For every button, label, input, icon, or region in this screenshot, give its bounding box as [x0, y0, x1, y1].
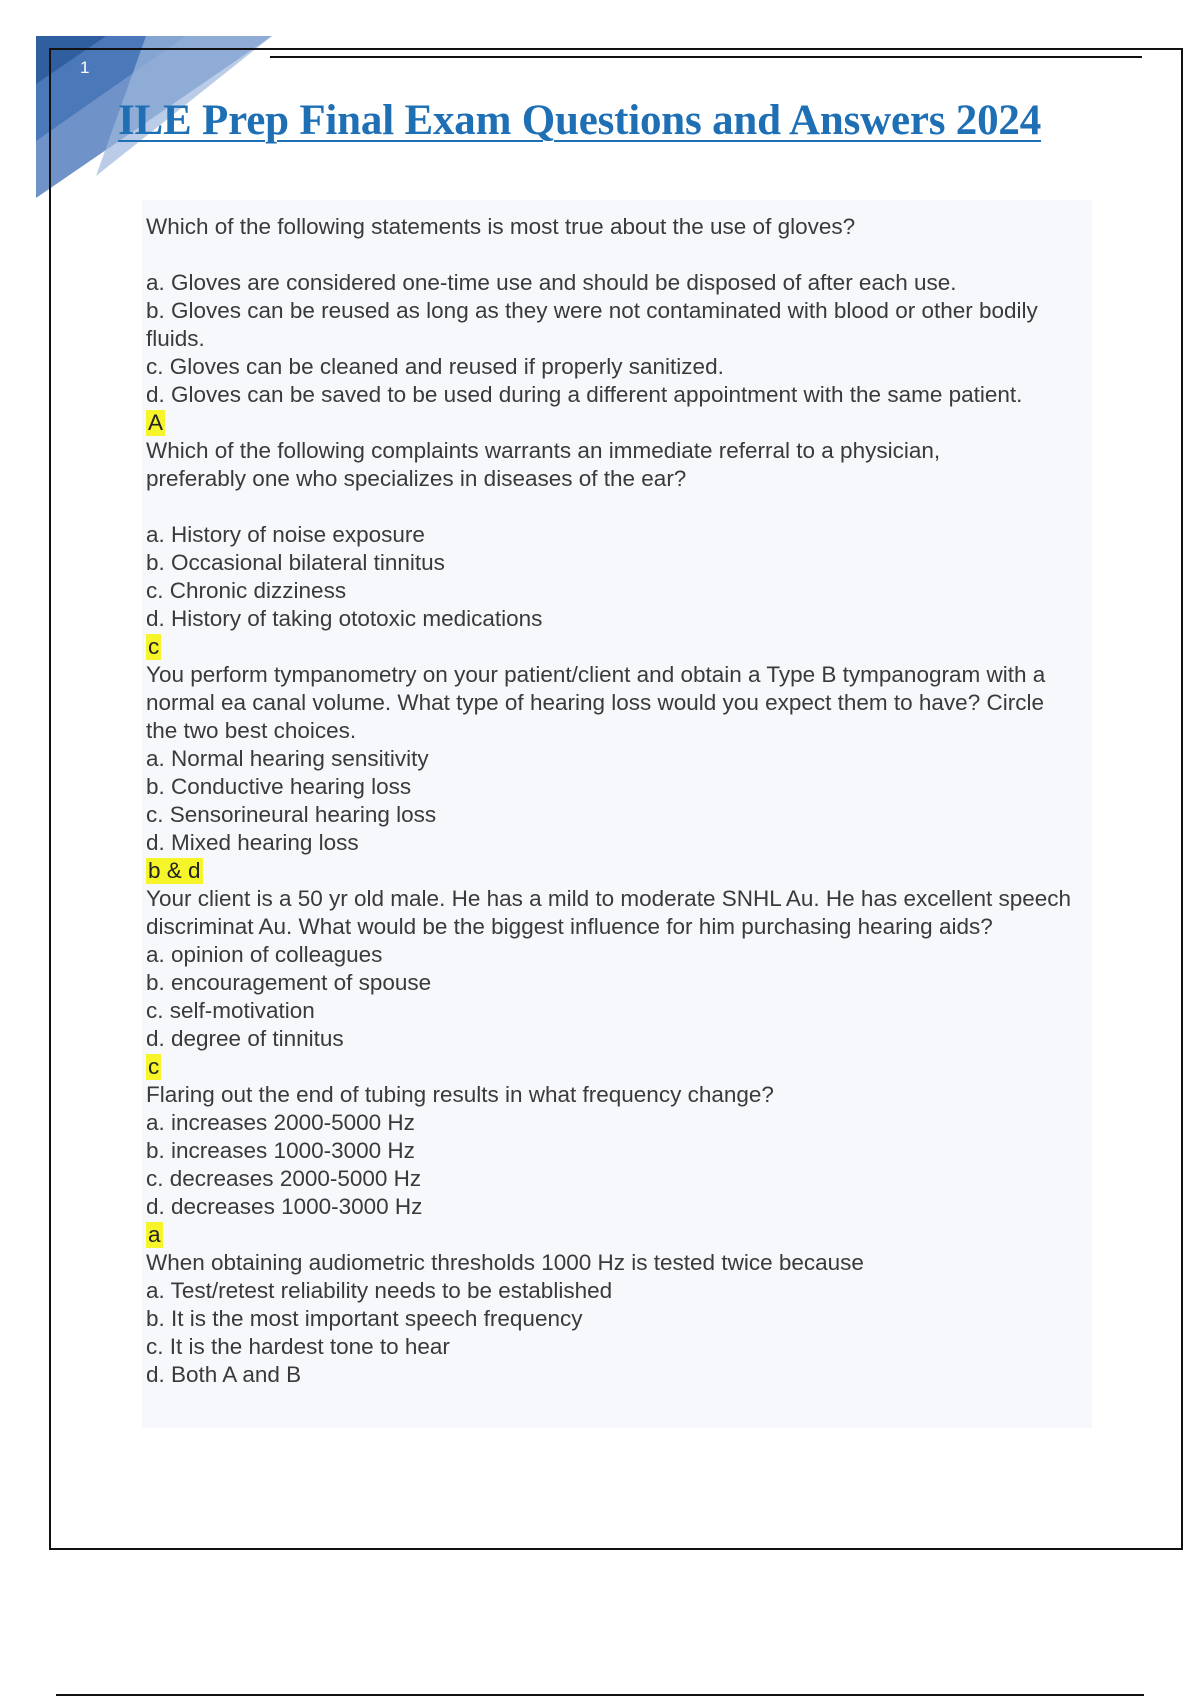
answer-option: b. increases 1000-3000 Hz	[146, 1138, 415, 1163]
answer-option: c. Gloves can be cleaned and reused if properly sanitized.	[146, 354, 724, 379]
answer-option: a. opinion of colleagues	[146, 942, 383, 967]
answer-option: c. It is the hardest tone to hear	[146, 1334, 450, 1359]
question-block	[146, 661, 1092, 885]
answer-option: a. Normal hearing sensitivity	[146, 746, 429, 771]
question-text: You perform tympanometry on your patient/client and obtain a Type B tympanogram with a normal ea canal volume. What type of hearing loss would you expect them to have? Circle the two best choices.	[146, 662, 1046, 743]
answer-option: d. Gloves can be saved to be used during a different appointment with the same patient.	[146, 382, 1023, 407]
answer-option: a. increases 2000-5000 Hz	[146, 1110, 415, 1135]
question-block	[146, 885, 1092, 1081]
answer-option: d. History of taking ototoxic medications	[146, 606, 543, 631]
answer-option: a. Test/retest reliability needs to be established	[146, 1278, 613, 1303]
answer-option: d. decreases 1000-3000 Hz	[146, 1194, 423, 1219]
footer-rule	[56, 1694, 1144, 1696]
answer-option: a. Gloves are considered one-time use and should be disposed of after each use.	[146, 270, 957, 295]
correct-answer-highlight: b & d	[148, 858, 201, 883]
answer-option: d. degree of tinnitus	[146, 1026, 344, 1051]
question-text: Which of the following statements is most true about the use of gloves?	[146, 214, 856, 239]
header-rule	[270, 56, 1142, 58]
answer-option: a. History of noise exposure	[146, 522, 425, 547]
answer-option: b. encouragement of spouse	[146, 970, 432, 995]
question-block	[146, 437, 1092, 661]
answer-option: c. Chronic dizziness	[146, 578, 347, 603]
question-text: Which of the following complaints warrants an immediate referral to a physician, preferably one who specializes in diseases of the ear?	[146, 438, 941, 491]
correct-answer-highlight: c	[148, 634, 160, 659]
question-gap	[146, 241, 1092, 269]
question-text: When obtaining audiometric thresholds 1000 Hz is tested twice because	[146, 1250, 864, 1275]
answer-option: b. Gloves can be reused as long as they were not contaminated with blood or other bodily fluids.	[146, 298, 1038, 351]
correct-answer-highlight: c	[148, 1054, 160, 1079]
answer-option: c. decreases 2000-5000 Hz	[146, 1166, 422, 1191]
answer-option: b. Conductive hearing loss	[146, 774, 412, 799]
answer-option: c. self-motivation	[146, 998, 315, 1023]
correct-answer-highlight: A	[148, 410, 164, 435]
question-block	[146, 213, 1092, 437]
qa-content	[146, 213, 1092, 1389]
question-block	[146, 1081, 1092, 1249]
answer-option: b. It is the most important speech frequency	[146, 1306, 583, 1331]
question-text: Flaring out the end of tubing results in what frequency change?	[146, 1082, 774, 1107]
answer-option: c. Sensorineural hearing loss	[146, 802, 437, 827]
page-number: 1	[80, 58, 90, 77]
answer-option: d. Both A and B	[146, 1362, 302, 1387]
correct-answer-highlight: a	[148, 1222, 161, 1247]
question-block	[146, 1249, 1092, 1389]
answer-option: d. Mixed hearing loss	[146, 830, 359, 855]
question-text: Your client is a 50 yr old male. He has a mild to moderate SNHL Au. He has excellent speech discriminat Au. What would be the biggest influence for him purchasing hearing aids?	[146, 886, 1072, 939]
answer-option: b. Occasional bilateral tinnitus	[146, 550, 445, 575]
document-title: ILE Prep Final Exam Questions and Answers 2024	[118, 97, 1042, 144]
question-gap	[146, 493, 1092, 521]
